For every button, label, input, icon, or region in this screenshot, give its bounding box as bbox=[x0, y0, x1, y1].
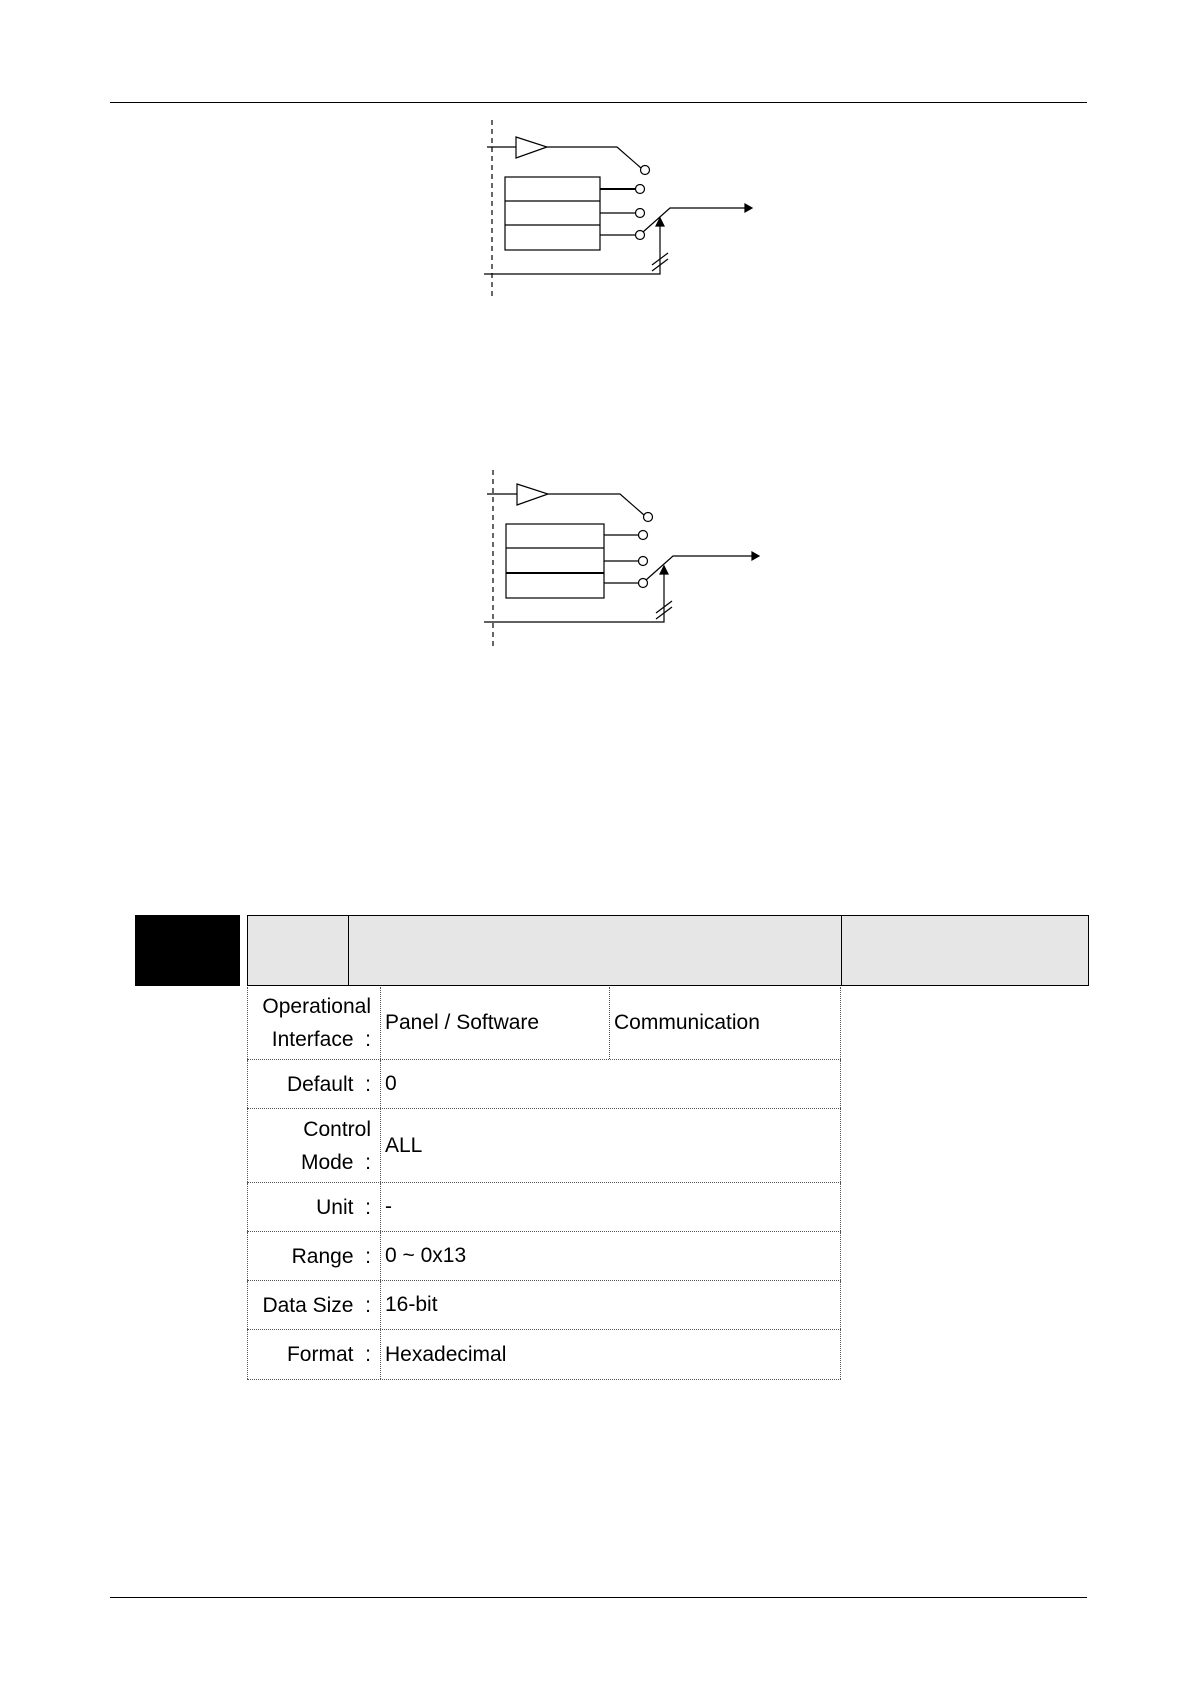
row-control-mode bbox=[247, 1109, 841, 1183]
switch-arm bbox=[646, 556, 752, 580]
select-line bbox=[484, 568, 664, 622]
register-block bbox=[506, 524, 604, 598]
register-block bbox=[505, 177, 600, 250]
switch-contact-1 bbox=[641, 166, 650, 175]
switch-contact-3 bbox=[636, 209, 645, 218]
row-data-size bbox=[247, 1281, 841, 1330]
value-range: 0 ~ 0x13 bbox=[381, 1232, 841, 1280]
switch-contact-3 bbox=[639, 557, 648, 566]
label-control-mode: Control Mode : bbox=[247, 1109, 381, 1182]
selector-diagram-1 bbox=[484, 120, 752, 297]
selector-diagrams bbox=[0, 0, 1190, 700]
parameter-tab bbox=[135, 915, 240, 986]
parameter-name-cell bbox=[348, 915, 842, 986]
label-data-size: Data Size : bbox=[247, 1281, 381, 1329]
value-format: Hexadecimal bbox=[381, 1330, 841, 1379]
buffer-icon bbox=[517, 484, 548, 505]
output-arrow bbox=[752, 552, 759, 560]
buffer-icon bbox=[516, 137, 547, 158]
parameter-address-cell bbox=[841, 915, 1089, 986]
label-range: Range : bbox=[247, 1232, 381, 1280]
value-control-mode: ALL bbox=[381, 1109, 841, 1182]
switch-contact-2 bbox=[639, 531, 648, 540]
value-unit: - bbox=[381, 1183, 841, 1231]
footer-rule bbox=[110, 1597, 1087, 1598]
switch-arm bbox=[643, 208, 745, 232]
row-default bbox=[247, 1060, 841, 1109]
row-unit bbox=[247, 1183, 841, 1232]
output-arrow bbox=[745, 204, 752, 212]
switch-contact-2 bbox=[636, 185, 645, 194]
switch-contact-1 bbox=[644, 513, 653, 522]
label-operational-interface: Operational Interface : bbox=[247, 987, 381, 1059]
selector-diagram-2 bbox=[484, 470, 759, 648]
value-communication: Communication bbox=[614, 1011, 760, 1034]
parameter-code-cell bbox=[247, 915, 349, 986]
value-panel-software: Panel / Software bbox=[381, 987, 610, 1059]
label-default: Default : bbox=[247, 1060, 381, 1108]
row-operational-interface bbox=[247, 987, 841, 1060]
row-format bbox=[247, 1330, 841, 1380]
parameter-properties-table bbox=[247, 987, 841, 1380]
value-default: 0 bbox=[381, 1060, 841, 1108]
select-line bbox=[484, 220, 660, 274]
buffer-output-line bbox=[548, 494, 644, 515]
buffer-output-line bbox=[547, 147, 641, 168]
value-data-size: 16-bit bbox=[381, 1281, 841, 1329]
label-unit: Unit : bbox=[247, 1183, 381, 1231]
label-format: Format : bbox=[247, 1330, 381, 1379]
row-range bbox=[247, 1232, 841, 1281]
